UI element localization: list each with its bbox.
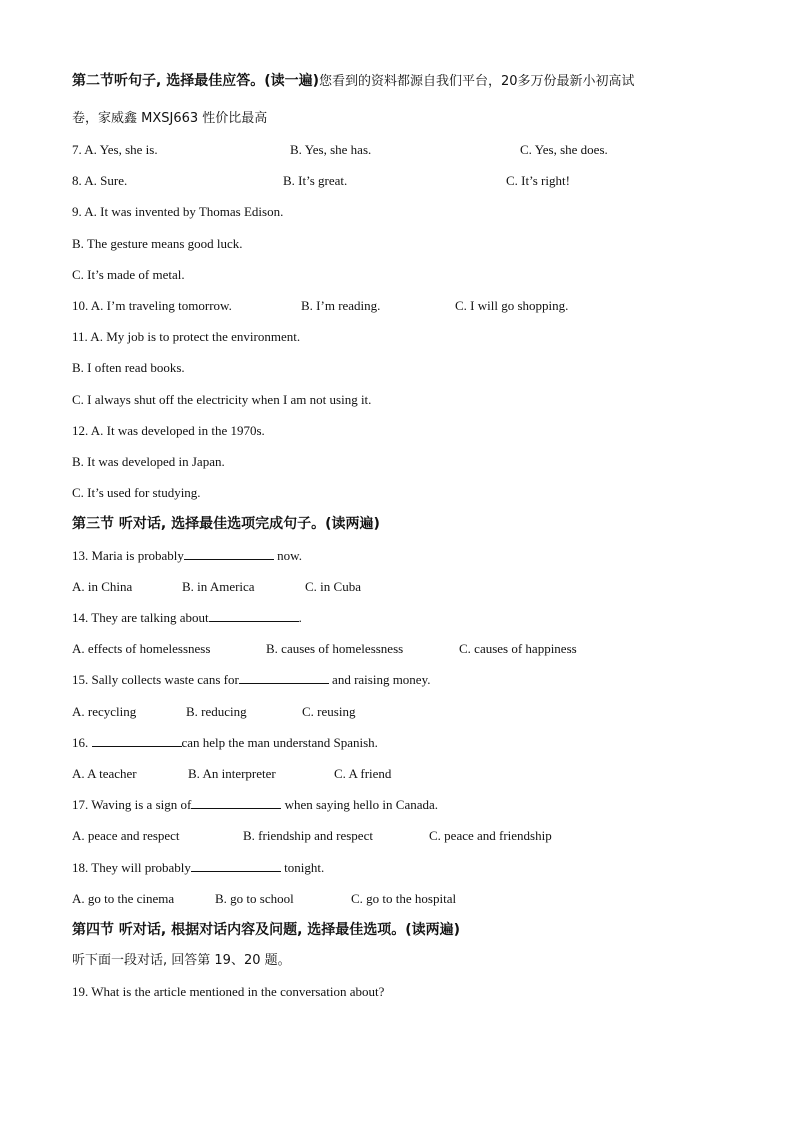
question-13-stem [72, 547, 302, 565]
q10-option-b: B. I’m reading. [301, 298, 381, 313]
q12-option-b: B. It was developed in Japan. [72, 454, 225, 469]
q14-stem-start: 14. They are talking about [72, 610, 209, 625]
q16-option-b: B. An interpreter [188, 766, 276, 781]
q18-stem-end: tonight. [280, 860, 325, 875]
q12-option-c: C. It’s used for studying. [72, 485, 201, 500]
answer-blank [184, 547, 274, 560]
promo-note-line-2: 卷，家威鑫 MXSJ663 性价比最高 [72, 111, 268, 126]
q18-option-c: C. go to the hospital [351, 891, 457, 906]
q18-option-b: B. go to school [215, 891, 294, 906]
q9-option-b: B. The gesture means good luck. [72, 236, 243, 251]
q16-stem-start: 16. [72, 735, 92, 750]
q15-stem-end: and raising money. [328, 672, 431, 687]
answer-blank [209, 609, 299, 622]
q17-stem-end: when saying hello in Canada. [281, 797, 439, 812]
q8-option-c: C. It’s right! [506, 173, 570, 188]
answer-blank [191, 796, 281, 809]
q9-option-c: C. It’s made of metal. [72, 267, 185, 282]
q10-option-c: C. I will go shopping. [455, 298, 569, 313]
q11-option-b: B. I often read books. [72, 360, 185, 375]
q13-option-a: A. in China [72, 579, 133, 594]
q15-option-b: B. reducing [186, 704, 247, 719]
q12-option-a: 12. A. It was developed in the 1970s. [72, 423, 265, 438]
question-15-stem [72, 671, 431, 689]
question-16-stem [72, 734, 378, 752]
q15-option-a: A. recycling [72, 704, 137, 719]
answer-blank [239, 671, 329, 684]
q8-option-a: 8. A. Sure. [72, 173, 128, 188]
question-14-stem [72, 609, 302, 627]
answer-blank [191, 859, 281, 872]
q14-stem-end: . [298, 610, 302, 625]
q8-option-b: B. It’s great. [283, 173, 348, 188]
q14-option-a: A. effects of homelessness [72, 641, 211, 656]
section-4-heading: 第四节 听对话, 根据对话内容及问题, 选择最佳选项。(读两遍) [72, 922, 461, 938]
answer-blank [92, 734, 182, 747]
section-4-instruction: 听下面一段对话, 回答第 19、20 题。 [72, 953, 291, 968]
q18-stem-start: 18. They will probably [72, 860, 191, 875]
question-19-stem: 19. What is the article mentioned in the conversation about? [72, 984, 385, 999]
q7-option-b: B. Yes, she has. [290, 142, 372, 157]
q11-option-c: C. I always shut off the electricity when I am not using it. [72, 392, 372, 407]
section-2-title: 第二节听句子, 选择最佳应答。(读一遍) [72, 73, 319, 89]
promo-note-line-1: 您看到的资料都源自我们平台，20多万份最新小初高试 [319, 74, 635, 89]
section-3-heading: 第三节 听对话, 选择最佳选项完成句子。(读两遍) [72, 516, 380, 532]
question-18-stem [72, 859, 324, 877]
q17-option-c: C. peace and friendship [429, 828, 552, 843]
section-2-heading [72, 72, 635, 91]
q17-option-b: B. friendship and respect [243, 828, 373, 843]
q14-option-c: C. causes of happiness [459, 641, 577, 656]
q15-option-c: C. reusing [302, 704, 356, 719]
q15-stem-start: 15. Sally collects waste cans for [72, 672, 239, 687]
q13-option-b: B. in America [182, 579, 255, 594]
q16-option-c: C. A friend [334, 766, 392, 781]
q9-option-a: 9. A. It was invented by Thomas Edison. [72, 204, 284, 219]
q17-option-a: A. peace and respect [72, 828, 180, 843]
q13-stem-end: now. [273, 548, 302, 563]
q16-option-a: A. A teacher [72, 766, 137, 781]
q17-stem-start: 17. Waving is a sign of [72, 797, 192, 812]
q13-stem-start: 13. Maria is probably [72, 548, 184, 563]
q16-stem-end: can help the man understand Spanish. [181, 735, 378, 750]
q7-option-c: C. Yes, she does. [520, 142, 608, 157]
q7-option-a: 7. A. Yes, she is. [72, 142, 158, 157]
question-17-stem [72, 796, 438, 814]
q14-option-b: B. causes of homelessness [266, 641, 404, 656]
q11-option-a: 11. A. My job is to protect the environment. [72, 329, 301, 344]
q10-option-a: 10. A. I’m traveling tomorrow. [72, 298, 232, 313]
q18-option-a: A. go to the cinema [72, 891, 175, 906]
q13-option-c: C. in Cuba [305, 579, 361, 594]
